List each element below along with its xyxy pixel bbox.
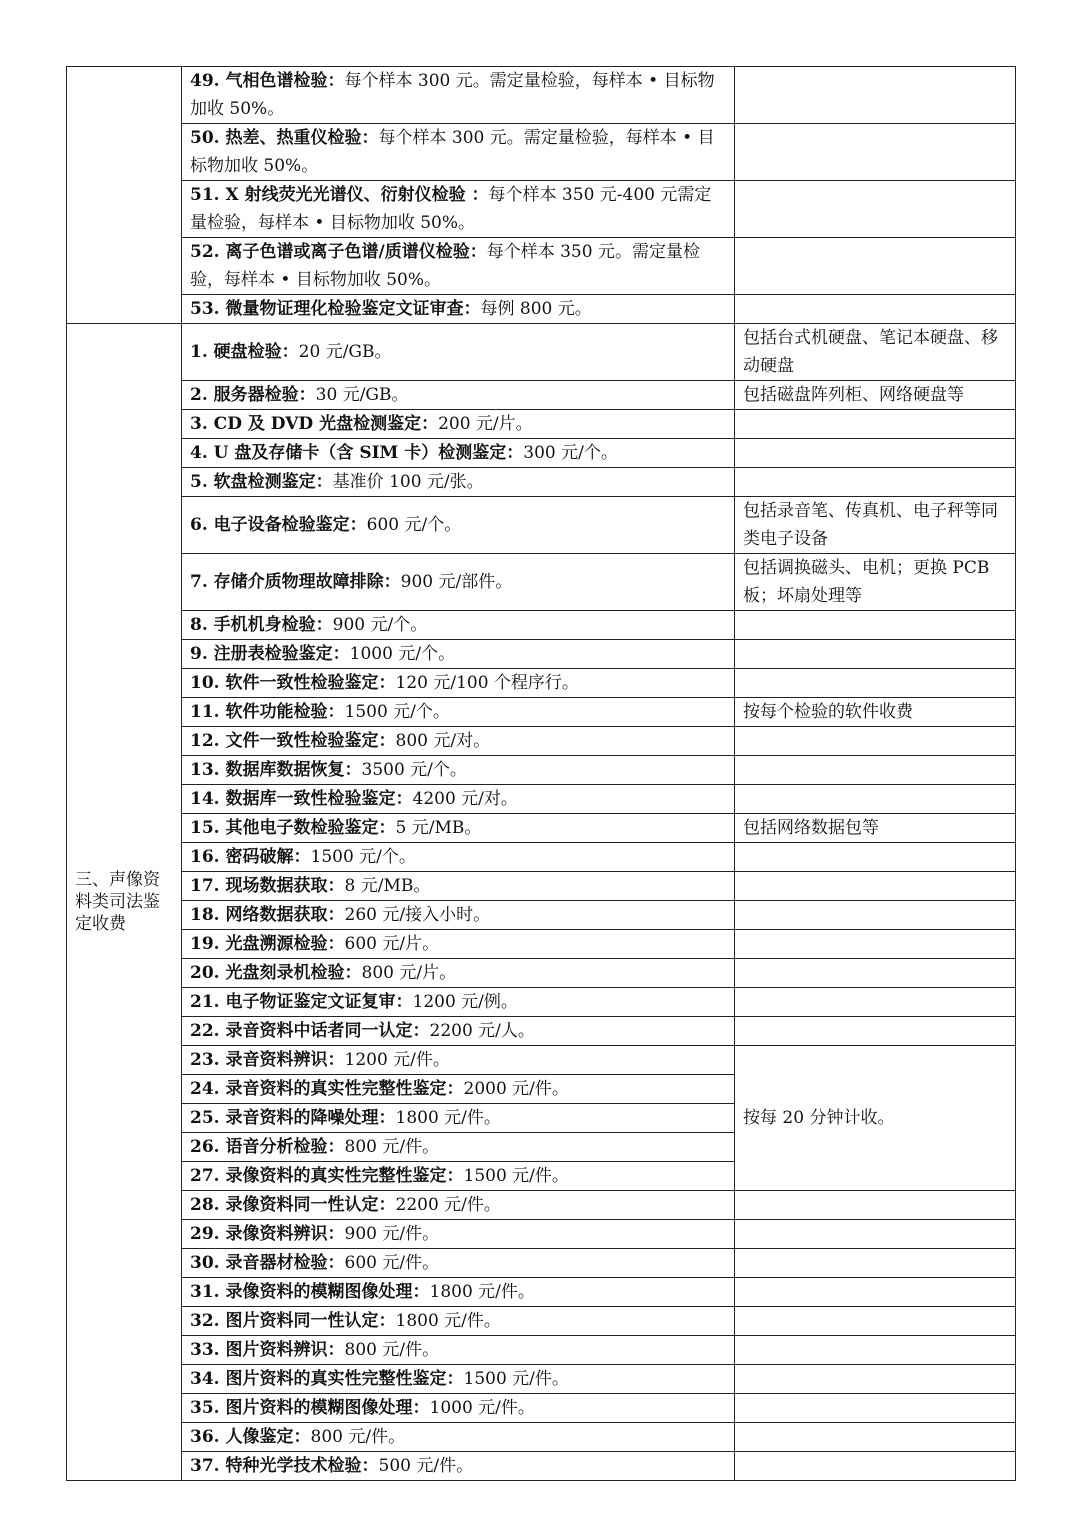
fee-item-price: 每例 800 元。 xyxy=(480,299,592,319)
fee-item-price: 4200 元/对。 xyxy=(412,789,518,809)
fee-item-title: 4. U 盘及存储卡（含 SIM 卡）检测鉴定： xyxy=(190,443,524,463)
fee-item-cell xyxy=(182,124,735,181)
fee-item-title: 36. 人像鉴定： xyxy=(190,1427,311,1447)
fee-item-title: 18. 网络数据获取： xyxy=(190,905,345,925)
fee-row xyxy=(67,611,1016,640)
fee-item-cell xyxy=(182,1220,735,1249)
fee-item-price: 每个样本 300 元。需定量检验，每样本 • 目标物加收 50%。 xyxy=(190,128,715,176)
fee-note-cell: 按每 20 分钟计收。 xyxy=(735,1046,1016,1191)
fee-row xyxy=(67,295,1016,324)
fee-row xyxy=(67,814,1016,843)
fee-item-cell xyxy=(182,1191,735,1220)
fee-row xyxy=(67,124,1016,181)
fee-row xyxy=(67,1423,1016,1452)
fee-item-cell xyxy=(182,843,735,872)
fee-item-cell xyxy=(182,611,735,640)
fee-note-cell xyxy=(735,439,1016,468)
fee-item-title: 11. 软件功能检验： xyxy=(190,702,345,722)
fee-item-cell xyxy=(182,1452,735,1481)
fee-item-cell xyxy=(182,67,735,124)
fee-row xyxy=(67,640,1016,669)
fee-item-price: 1200 元/件。 xyxy=(344,1050,450,1070)
fee-item-price: 每个样本 350 元。需定量检验，每样本 • 目标物加收 50%。 xyxy=(190,242,700,290)
fee-item-price: 2200 元/件。 xyxy=(395,1195,501,1215)
fee-item-cell xyxy=(182,1104,735,1133)
fee-item-title: 25. 录音资料的降噪处理： xyxy=(190,1108,396,1128)
fee-note-cell xyxy=(735,640,1016,669)
fee-item-price: 1800 元/件。 xyxy=(395,1311,501,1331)
fee-item-price: 1200 元/例。 xyxy=(412,992,518,1012)
fee-item-title: 52. 离子色谱或离子色谱/质谱仪检验： xyxy=(190,242,487,262)
fee-item-price: 800 元/片。 xyxy=(361,963,457,983)
fee-item-price: 30 元/GB。 xyxy=(315,385,409,405)
fee-item-cell xyxy=(182,698,735,727)
fee-note-cell xyxy=(735,1249,1016,1278)
fee-note-cell xyxy=(735,727,1016,756)
fee-item-cell xyxy=(182,1423,735,1452)
fee-row xyxy=(67,988,1016,1017)
fee-item-cell xyxy=(182,785,735,814)
fee-item-title: 21. 电子物证鉴定文证复审： xyxy=(190,992,413,1012)
fee-row xyxy=(67,410,1016,439)
fee-item-price: 每个样本 300 元。需定量检验，每样本 • 目标物加收 50%。 xyxy=(190,71,715,119)
fee-item-title: 20. 光盘刻录机检验： xyxy=(190,963,362,983)
fee-item-price: 1000 元/个。 xyxy=(349,644,456,664)
fee-item-price: 1000 元/件。 xyxy=(429,1398,535,1418)
fee-note-cell xyxy=(735,756,1016,785)
fee-item-price: 600 元/个。 xyxy=(366,515,462,535)
fee-item-price: 1800 元/件。 xyxy=(395,1108,501,1128)
fee-item-price: 8 元/MB。 xyxy=(344,876,431,896)
fee-note-cell xyxy=(735,988,1016,1017)
fee-row xyxy=(67,468,1016,497)
fee-row xyxy=(67,959,1016,988)
fee-row xyxy=(67,1452,1016,1481)
fee-row xyxy=(67,901,1016,930)
fee-item-cell xyxy=(182,669,735,698)
fee-note-cell xyxy=(735,959,1016,988)
fee-row xyxy=(67,1278,1016,1307)
fee-item-title: 49. 气相色谱检验： xyxy=(190,71,345,91)
fee-item-price: 1500 元/件。 xyxy=(463,1369,569,1389)
category-cell xyxy=(67,67,182,324)
fee-item-cell xyxy=(182,1394,735,1423)
fee-row xyxy=(67,1336,1016,1365)
fee-note-cell xyxy=(735,669,1016,698)
fee-row xyxy=(67,67,1016,124)
fee-item-title: 35. 图片资料的模糊图像处理： xyxy=(190,1398,430,1418)
fee-item-title: 9. 注册表检验鉴定： xyxy=(190,644,350,664)
fee-item-title: 8. 手机机身检验： xyxy=(190,615,333,635)
fee-note-cell xyxy=(735,1278,1016,1307)
fee-row xyxy=(67,669,1016,698)
fee-item-title: 10. 软件一致性检验鉴定： xyxy=(190,673,396,693)
fee-note-cell xyxy=(735,67,1016,124)
fee-row xyxy=(67,1046,1016,1075)
fee-item-title: 1. 硬盘检验： xyxy=(190,342,299,362)
fee-item-cell xyxy=(182,756,735,785)
fee-item-price: 1800 元/件。 xyxy=(429,1282,535,1302)
fee-item-price: 800 元/对。 xyxy=(395,731,491,751)
fee-schedule-body xyxy=(67,67,1016,1481)
fee-item-price: 300 元/个。 xyxy=(523,443,618,463)
fee-item-price: 1500 元/件。 xyxy=(463,1166,569,1186)
fee-item-price: 2000 元/件。 xyxy=(463,1079,569,1099)
fee-item-title: 34. 图片资料的真实性完整性鉴定： xyxy=(190,1369,464,1389)
fee-row xyxy=(67,727,1016,756)
fee-item-price: 2200 元/人。 xyxy=(429,1021,535,1041)
fee-item-price: 900 元/件。 xyxy=(344,1224,440,1244)
fee-item-price: 800 元/件。 xyxy=(344,1340,440,1360)
fee-row xyxy=(67,1394,1016,1423)
fee-note-cell xyxy=(735,785,1016,814)
fee-item-title: 3. CD 及 DVD 光盘检测鉴定： xyxy=(190,414,439,434)
fee-item-cell xyxy=(182,238,735,295)
fee-row xyxy=(67,381,1016,410)
fee-row xyxy=(67,872,1016,901)
fee-item-title: 13. 数据库数据恢复： xyxy=(190,760,362,780)
fee-item-title: 7. 存储介质物理故障排除： xyxy=(190,572,401,592)
fee-note-cell xyxy=(735,611,1016,640)
fee-row xyxy=(67,181,1016,238)
fee-item-price: 200 元/片。 xyxy=(438,414,533,434)
fee-item-title: 26. 语音分析检验： xyxy=(190,1137,345,1157)
fee-note-cell xyxy=(735,1452,1016,1481)
fee-item-cell xyxy=(182,988,735,1017)
fee-item-cell xyxy=(182,1365,735,1394)
fee-item-title: 30. 录音器材检验： xyxy=(190,1253,345,1273)
fee-item-title: 24. 录音资料的真实性完整性鉴定： xyxy=(190,1079,464,1099)
fee-item-title: 33. 图片资料辨识： xyxy=(190,1340,345,1360)
fee-item-cell xyxy=(182,497,735,554)
fee-row xyxy=(67,1220,1016,1249)
fee-item-title: 2. 服务器检验： xyxy=(190,385,316,405)
fee-row xyxy=(67,698,1016,727)
fee-item-price: 每个样本 350 元-400 元需定量检验，每样本 • 目标物加收 50%。 xyxy=(190,185,712,233)
fee-item-cell xyxy=(182,1278,735,1307)
fee-item-cell xyxy=(182,1249,735,1278)
fee-note-cell xyxy=(735,1365,1016,1394)
fee-note-cell xyxy=(735,1191,1016,1220)
fee-item-title: 14. 数据库一致性检验鉴定： xyxy=(190,789,413,809)
fee-row xyxy=(67,756,1016,785)
fee-item-cell xyxy=(182,640,735,669)
fee-item-title: 5. 软盘检测鉴定： xyxy=(190,472,333,492)
fee-item-cell xyxy=(182,1307,735,1336)
fee-item-price: 900 元/部件。 xyxy=(400,572,513,592)
fee-note-cell: 包括录音笔、传真机、电子秤等同类电子设备 xyxy=(735,497,1016,554)
fee-item-cell xyxy=(182,959,735,988)
fee-item-cell xyxy=(182,468,735,497)
fee-note-cell xyxy=(735,1423,1016,1452)
fee-row xyxy=(67,785,1016,814)
fee-item-price: 800 元/件。 xyxy=(344,1137,440,1157)
fee-row xyxy=(67,930,1016,959)
fee-row xyxy=(67,497,1016,554)
fee-note-cell xyxy=(735,124,1016,181)
fee-note-cell xyxy=(735,901,1016,930)
fee-item-title: 53. 微量物证理化检验鉴定文证审查： xyxy=(190,299,481,319)
fee-note-cell xyxy=(735,1336,1016,1365)
fee-note-cell xyxy=(735,1307,1016,1336)
fee-item-title: 31. 录像资料的模糊图像处理： xyxy=(190,1282,430,1302)
fee-note-cell xyxy=(735,238,1016,295)
fee-note-cell xyxy=(735,1220,1016,1249)
fee-item-title: 23. 录音资料辨识： xyxy=(190,1050,345,1070)
fee-item-title: 12. 文件一致性检验鉴定： xyxy=(190,731,396,751)
fee-note-cell xyxy=(735,410,1016,439)
fee-item-cell xyxy=(182,901,735,930)
fee-item-title: 6. 电子设备检验鉴定： xyxy=(190,515,367,535)
fee-row xyxy=(67,1017,1016,1046)
fee-item-cell xyxy=(182,554,735,611)
fee-row xyxy=(67,1249,1016,1278)
fee-item-cell xyxy=(182,439,735,468)
fee-item-title: 27. 录像资料的真实性完整性鉴定： xyxy=(190,1166,464,1186)
fee-item-price: 600 元/件。 xyxy=(344,1253,440,1273)
fee-note-cell xyxy=(735,1394,1016,1423)
fee-note-cell xyxy=(735,872,1016,901)
fee-item-title: 37. 特种光学技术检验： xyxy=(190,1456,379,1476)
fee-row xyxy=(67,554,1016,611)
fee-item-price: 900 元/个。 xyxy=(332,615,428,635)
fee-row xyxy=(67,1365,1016,1394)
fee-item-cell xyxy=(182,930,735,959)
fee-item-cell xyxy=(182,1133,735,1162)
fee-row xyxy=(67,324,1016,381)
fee-item-cell xyxy=(182,872,735,901)
fee-item-title: 17. 现场数据获取： xyxy=(190,876,345,896)
fee-item-price: 600 元/片。 xyxy=(344,934,440,954)
fee-note-cell xyxy=(735,468,1016,497)
fee-item-price: 3500 元/个。 xyxy=(361,760,467,780)
fee-note-cell xyxy=(735,1017,1016,1046)
fee-item-price: 1500 元/个。 xyxy=(310,847,416,867)
fee-row xyxy=(67,238,1016,295)
fee-note-cell xyxy=(735,843,1016,872)
fee-item-price: 基准价 100 元/张。 xyxy=(332,472,484,492)
fee-item-cell xyxy=(182,727,735,756)
fee-item-title: 22. 录音资料中话者同一认定： xyxy=(190,1021,430,1041)
fee-note-cell: 包括台式机硬盘、笔记本硬盘、移动硬盘 xyxy=(735,324,1016,381)
fee-item-price: 500 元/件。 xyxy=(378,1456,474,1476)
fee-item-price: 120 元/100 个程序行。 xyxy=(395,673,579,693)
fee-row xyxy=(67,1191,1016,1220)
fee-item-cell xyxy=(182,1046,735,1075)
fee-row xyxy=(67,439,1016,468)
fee-row xyxy=(67,1307,1016,1336)
fee-item-cell xyxy=(182,1162,735,1191)
fee-item-cell xyxy=(182,1075,735,1104)
fee-item-cell xyxy=(182,324,735,381)
fee-item-title: 32. 图片资料同一性认定： xyxy=(190,1311,396,1331)
fee-note-cell: 按每个检验的软件收费 xyxy=(735,698,1016,727)
fee-note-cell xyxy=(735,295,1016,324)
fee-item-title: 28. 录像资料同一性认定： xyxy=(190,1195,396,1215)
fee-item-title: 19. 光盘溯源检验： xyxy=(190,934,345,954)
fee-item-cell xyxy=(182,181,735,238)
fee-note-cell: 包括调换磁头、电机；更换 PCB 板；坏扇处理等 xyxy=(735,554,1016,611)
fee-item-cell xyxy=(182,381,735,410)
fee-note-cell xyxy=(735,930,1016,959)
fee-item-title: 50. 热差、热重仪检验： xyxy=(190,128,379,148)
fee-item-cell xyxy=(182,295,735,324)
category-cell: 三、声像资料类司法鉴定收费 xyxy=(67,324,182,1481)
fee-row xyxy=(67,843,1016,872)
fee-item-cell xyxy=(182,814,735,843)
fee-schedule-table xyxy=(66,66,1016,1481)
fee-item-price: 5 元/MB。 xyxy=(395,818,482,838)
fee-note-cell: 包括磁盘阵列柜、网络硬盘等 xyxy=(735,381,1016,410)
fee-item-cell xyxy=(182,410,735,439)
fee-item-title: 16. 密码破解： xyxy=(190,847,311,867)
fee-item-cell xyxy=(182,1336,735,1365)
fee-item-title: 15. 其他电子数检验鉴定： xyxy=(190,818,396,838)
fee-item-title: 29. 录像资料辨识： xyxy=(190,1224,345,1244)
fee-item-price: 260 元/接入小时。 xyxy=(344,905,491,925)
fee-item-price: 20 元/GB。 xyxy=(298,342,392,362)
fee-note-cell xyxy=(735,181,1016,238)
fee-item-title: 51. X 射线荧光光谱仪、衍射仪检验 ： xyxy=(190,185,489,205)
fee-item-price: 800 元/件。 xyxy=(310,1427,406,1447)
fee-item-price: 1500 元/个。 xyxy=(344,702,450,722)
fee-item-cell xyxy=(182,1017,735,1046)
fee-note-cell: 包括网络数据包等 xyxy=(735,814,1016,843)
